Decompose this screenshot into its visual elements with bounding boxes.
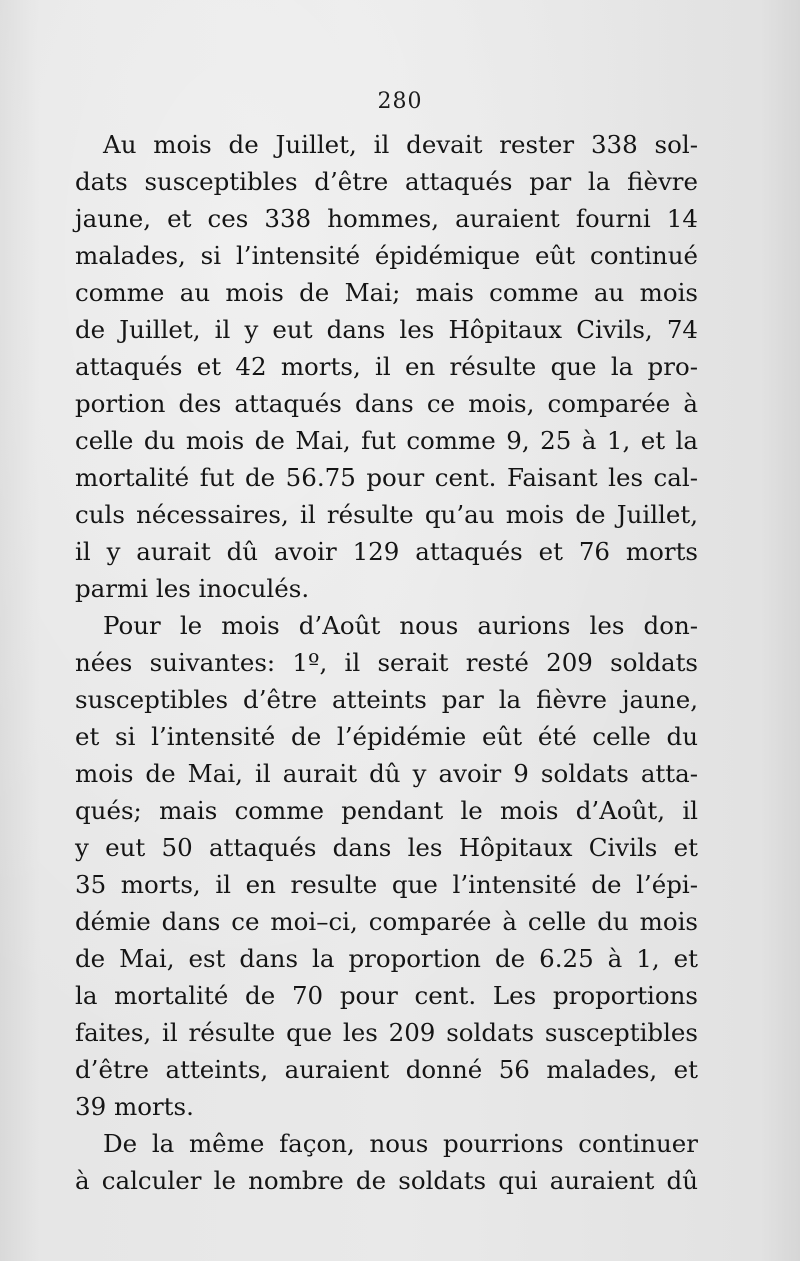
text-line: qués; mais comme pendant le mois d’Août, il [75, 796, 698, 825]
paragraph-2 [75, 607, 698, 1125]
text-line: démie dans ce moi–ci, comparée à celle du mois [75, 907, 698, 936]
paragraph-1 [75, 126, 698, 607]
text-line: 35 morts, il en resulte que l’intensité de l’épi- [75, 870, 698, 899]
paragraph-3 [75, 1125, 698, 1199]
text-line: susceptibles d’être atteints par la fièvre jaune, [75, 685, 698, 714]
text-line: Pour le mois d’Août nous aurions les don- [103, 611, 698, 640]
text-line: à calculer le nombre de soldats qui auraient dû [75, 1166, 698, 1195]
text-line: dats susceptibles d’être attaqués par la fièvre [75, 167, 698, 196]
text-line: Au mois de Juillet, il devait rester 338 sol- [103, 130, 698, 159]
text-line: attaqués et 42 morts, il en résulte que la pro- [75, 352, 698, 381]
text-line: culs nécessaires, il résulte qu’au mois de Juillet, [75, 500, 698, 529]
text-line: et si l’intensité de l’épidémie eût été celle du [75, 722, 698, 751]
text-line: mois de Mai, il aurait dû y avoir 9 soldats atta- [75, 759, 698, 788]
text-line: la mortalité de 70 pour cent. Les proportions [75, 981, 698, 1010]
text-line: nées suivantes: 1º, il serait resté 209 soldats [75, 648, 698, 677]
text-line: parmi les inoculés. [75, 574, 310, 603]
text-line: mortalité fut de 56.75 pour cent. Faisant les cal- [75, 463, 698, 492]
text-line: malades, si l’intensité épidémique eût continué [75, 241, 698, 270]
text-line: d’être atteints, auraient donné 56 malades, et [75, 1055, 698, 1084]
text-line: il y aurait dû avoir 129 attaqués et 76 morts [75, 537, 698, 566]
page-number: 280 [377, 89, 423, 114]
text-line: de Mai, est dans la proportion de 6.25 à 1, et [75, 944, 698, 973]
text-line: de Juillet, il y eut dans les Hôpitaux Civils, 74 [75, 315, 698, 344]
text-line: portion des attaqués dans ce mois, comparée à [75, 389, 698, 418]
text-line: comme au mois de Mai; mais comme au mois [75, 278, 698, 307]
text-line: jaune, et ces 338 hommes, auraient fourni 14 [75, 204, 698, 233]
text-line: faites, il résulte que les 209 soldats susceptibles [75, 1018, 698, 1047]
text-line: y eut 50 attaqués dans les Hôpitaux Civils et [75, 833, 698, 862]
text-line: 39 morts. [75, 1092, 194, 1121]
text-line: De la même façon, nous pourrions continuer [103, 1129, 698, 1158]
text-line: celle du mois de Mai, fut comme 9, 25 à 1, et la [75, 426, 698, 455]
body-text [75, 126, 698, 1199]
